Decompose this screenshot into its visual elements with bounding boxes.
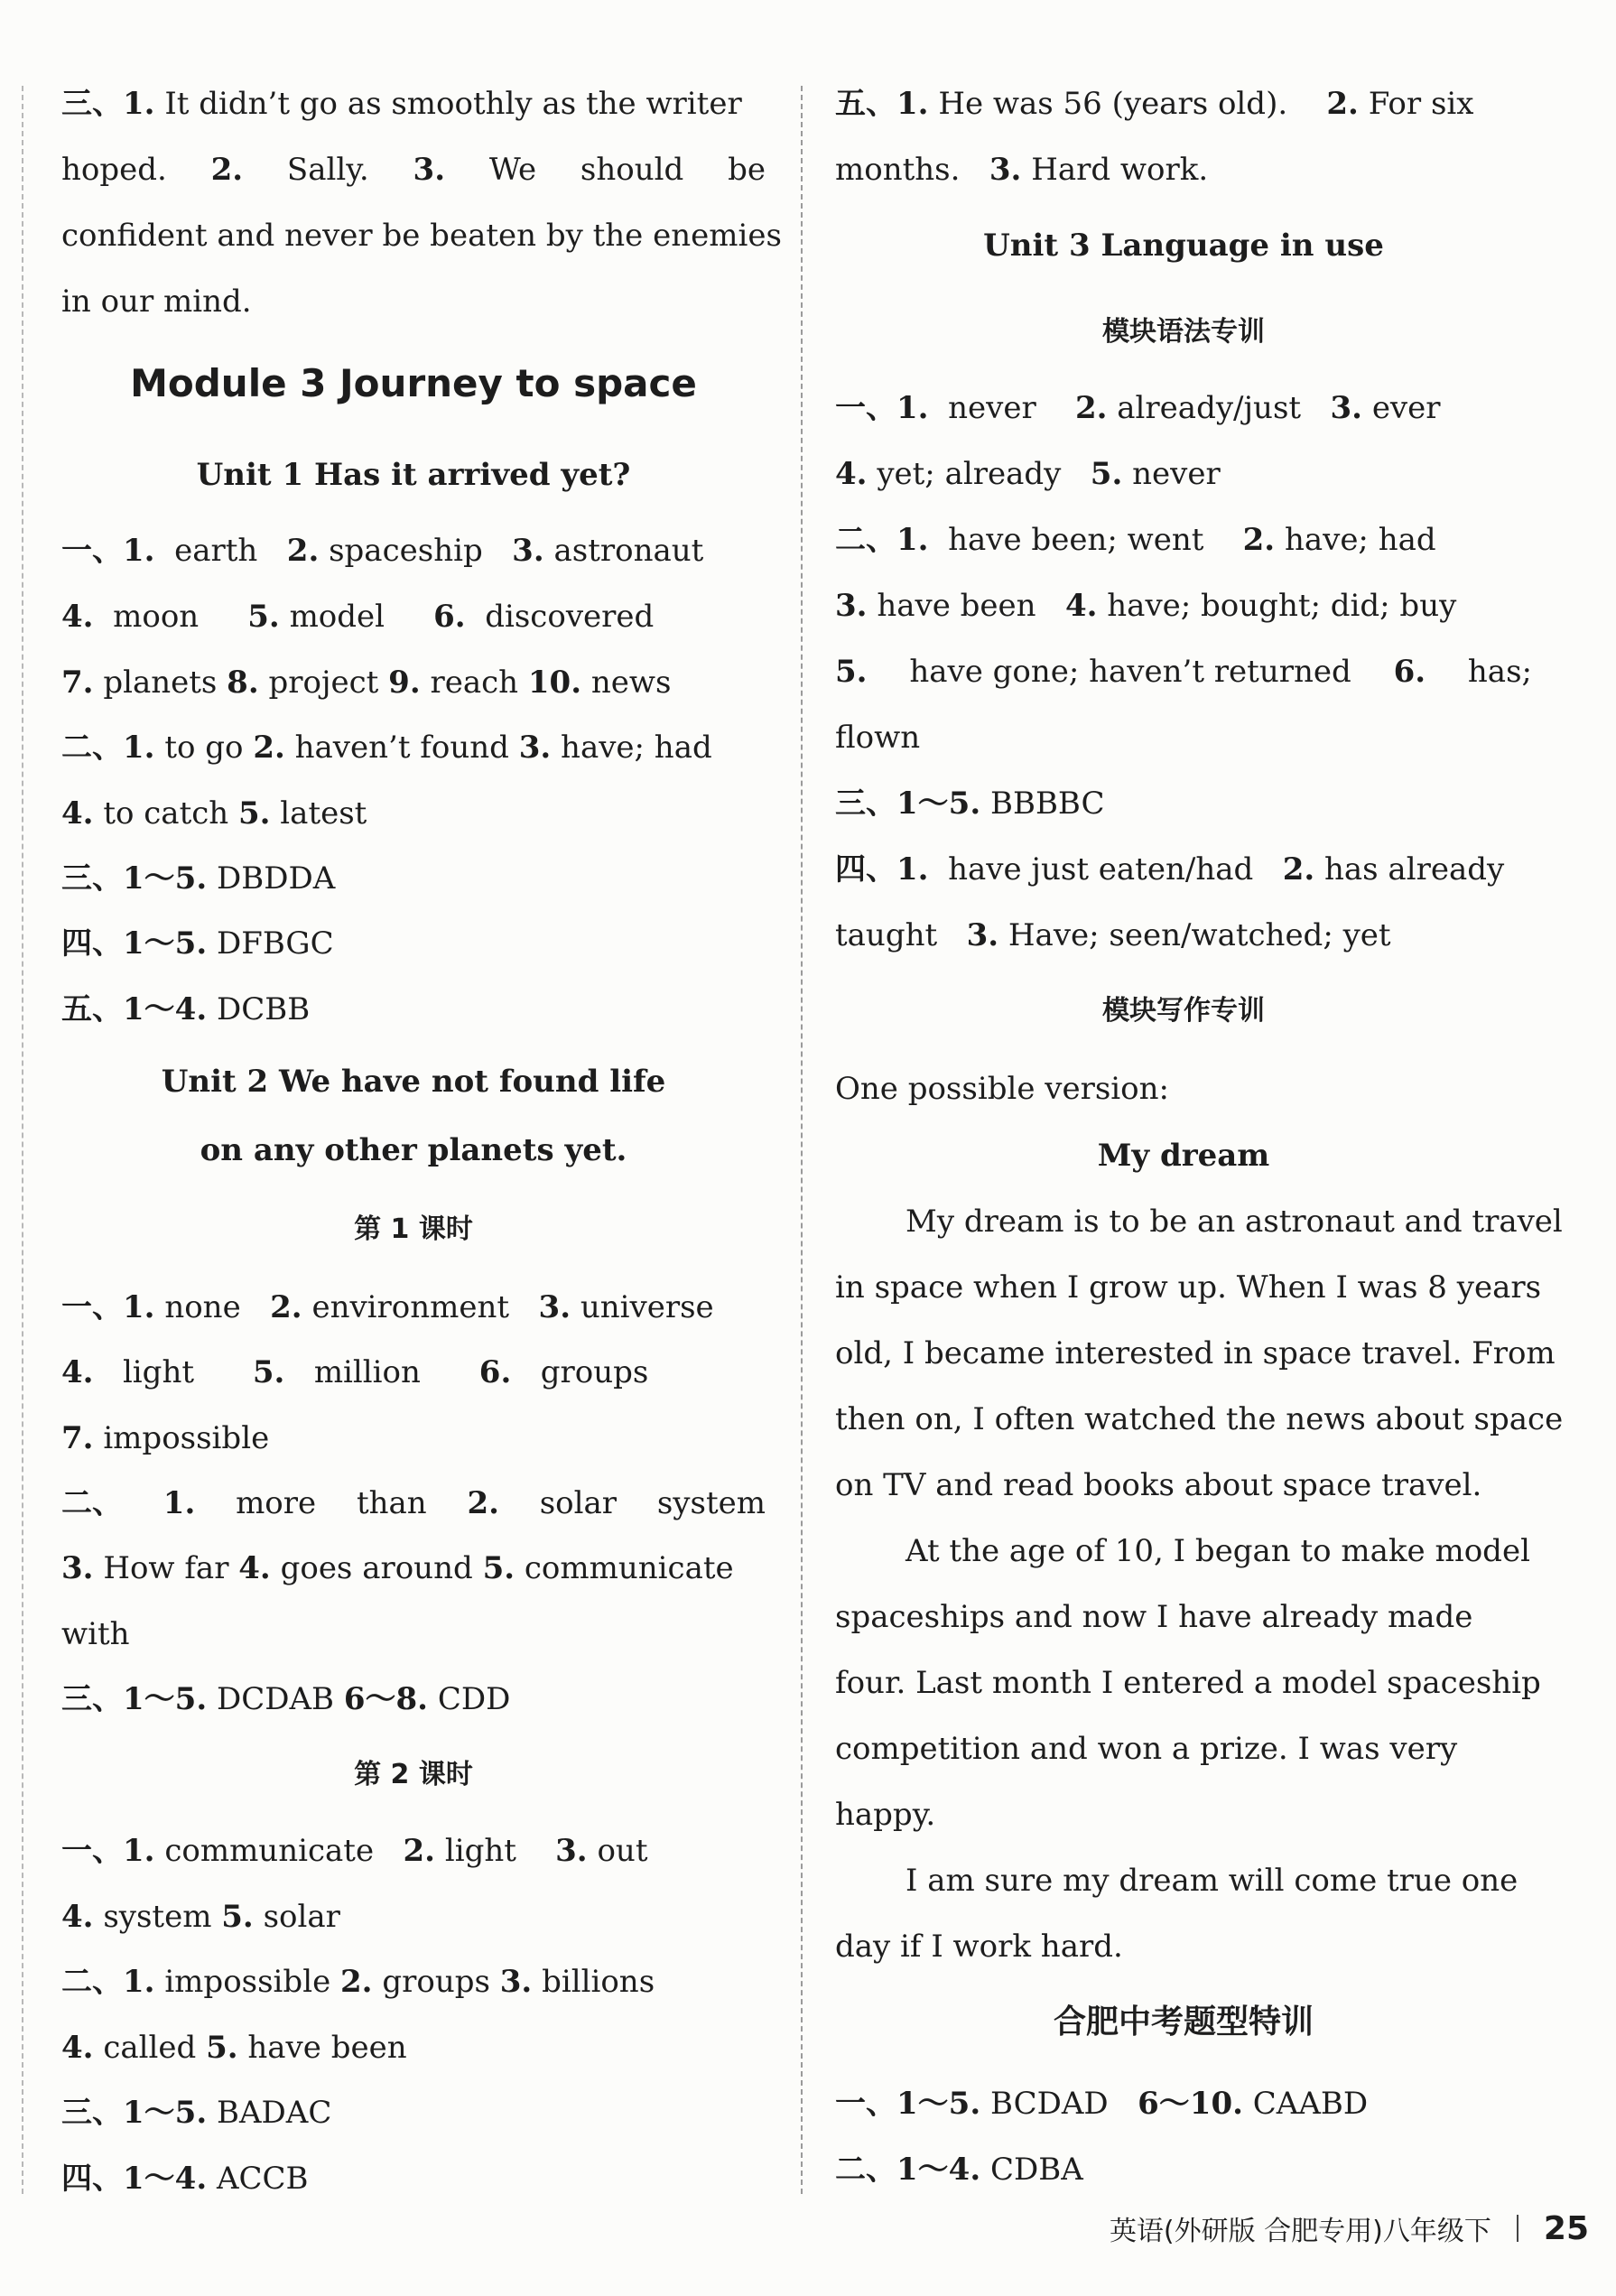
- answer-line: hoped. 2. Sally. 3. We should be: [61, 152, 766, 188]
- answer-line: 7. planets 8. project 9. reach 10. news: [61, 665, 672, 701]
- answer-line: 一、1. communicate 2. light 3. out: [61, 1833, 648, 1869]
- answer-line: 二、1～4. CDBA: [835, 2152, 1083, 2188]
- answer-line: 一、1. none 2. environment 3. universe: [61, 1289, 714, 1325]
- essay-line: old, I became interested in space travel. From: [835, 1335, 1556, 1371]
- essay-line: spaceships and now I have already made: [835, 1599, 1473, 1635]
- answer-line: 五、1. He was 56 (years old). 2. For six: [835, 86, 1474, 122]
- essay-title: My dream: [1097, 1138, 1270, 1174]
- footer-separator: [1517, 2215, 1518, 2242]
- essay-intro: One possible version:: [835, 1071, 1169, 1107]
- essay-line: on TV and read books about space travel.: [835, 1467, 1482, 1503]
- answer-line: in our mind.: [61, 284, 252, 320]
- answer-line: 三、1～5. BADAC: [61, 2095, 332, 2131]
- essay-line: in space when I grow up. When I was 8 years: [835, 1269, 1542, 1306]
- answer-line: 二、 1. more than 2. solar system: [61, 1485, 766, 1521]
- answer-line: 三、1. It didn’t go as smoothly as the writer: [61, 86, 742, 122]
- essay-line: competition and won a prize. I was very: [835, 1731, 1458, 1767]
- answer-line: 五、1～4. DCBB: [61, 991, 311, 1027]
- answer-line: 二、1. have been; went 2. have; had: [835, 522, 1436, 558]
- unit-2-title: Unit 2 We have not found life: [161, 1064, 666, 1100]
- book-title: 英语(外研版 合肥专用)八年级下: [1109, 2216, 1491, 2247]
- answer-line: 一、1. never 2. already/just 3. ever: [835, 390, 1441, 426]
- answer-line: 三、1～5. DBDDA: [61, 860, 336, 897]
- answer-line: 7. impossible: [61, 1420, 270, 1456]
- answer-line: 4. to catch 5. latest: [61, 795, 367, 832]
- page-number: 25: [1543, 2209, 1589, 2247]
- answer-line: 四、1～5. DFBGC: [61, 925, 334, 962]
- lesson-2-title: 第 2 课时: [354, 1759, 473, 1790]
- answer-line: 三、1～5. BBBBC: [835, 785, 1105, 822]
- essay-line: happy.: [835, 1797, 936, 1833]
- answer-line: 4. called 5. have been: [61, 2030, 407, 2066]
- writing-section-title: 模块写作专训: [1102, 995, 1265, 1027]
- answer-line: taught 3. Have; seen/watched; yet: [835, 917, 1391, 953]
- answer-line: 5. have gone; haven’t returned 6. has;: [835, 654, 1532, 690]
- answer-line: 四、1. have just eaten/had 2. has already: [835, 851, 1505, 888]
- answer-line: 4. yet; already 5. never: [835, 456, 1221, 492]
- answer-line: flown: [835, 720, 921, 756]
- unit-3-title: Unit 3 Language in use: [983, 228, 1384, 264]
- unit-1-title: Unit 1 Has it arrived yet?: [196, 457, 631, 493]
- column-divider: [801, 86, 803, 2194]
- answer-line: 3. How far 4. goes around 5. communicate: [61, 1550, 734, 1586]
- answer-line: 二、1. impossible 2. groups 3. billions: [61, 1964, 655, 2000]
- answer-line: 4. light 5. million 6. groups: [61, 1354, 649, 1390]
- answer-line: 4. system 5. solar: [61, 1899, 340, 1935]
- answer-line: 一、1～5. BCDAD 6～10. CAABD: [835, 2086, 1369, 2122]
- answer-line: 三、1～5. DCDAB 6～8. CDD: [61, 1681, 511, 1717]
- essay-line: four. Last month I entered a model spaceship: [835, 1665, 1541, 1701]
- answer-line: with: [61, 1616, 130, 1652]
- unit-2-title-cont: on any other planets yet.: [200, 1132, 627, 1168]
- module-title: Module 3 Journey to space: [130, 361, 697, 405]
- left-margin-rule: [22, 86, 23, 2194]
- answer-line: 一、1. earth 2. spaceship 3. astronaut: [61, 533, 704, 569]
- essay-line: then on, I often watched the news about space: [835, 1401, 1564, 1437]
- essay-line: I am sure my dream will come true one: [906, 1863, 1518, 1899]
- answer-line: 四、1～4. ACCB: [61, 2161, 309, 2197]
- essay-line: day if I work hard.: [835, 1929, 1123, 1965]
- answer-line: confident and never be beaten by the enemies: [61, 218, 782, 254]
- essay-line: At the age of 10, I began to make model: [906, 1533, 1530, 1569]
- answer-line: 3. have been 4. have; bought; did; buy: [835, 588, 1457, 624]
- answer-line: 4. moon 5. model 6. discovered: [61, 599, 655, 635]
- page-footer: [1110, 2208, 1589, 2249]
- answer-line: 二、1. to go 2. haven’t found 3. have; had: [61, 730, 712, 766]
- lesson-1-title: 第 1 课时: [354, 1213, 473, 1245]
- essay-line: My dream is to be an astronaut and travel: [906, 1204, 1563, 1240]
- grammar-section-title: 模块语法专训: [1102, 316, 1265, 348]
- answer-line: months. 3. Hard work.: [835, 152, 1209, 188]
- hefei-section-title: 合肥中考题型特训: [1053, 2003, 1314, 2040]
